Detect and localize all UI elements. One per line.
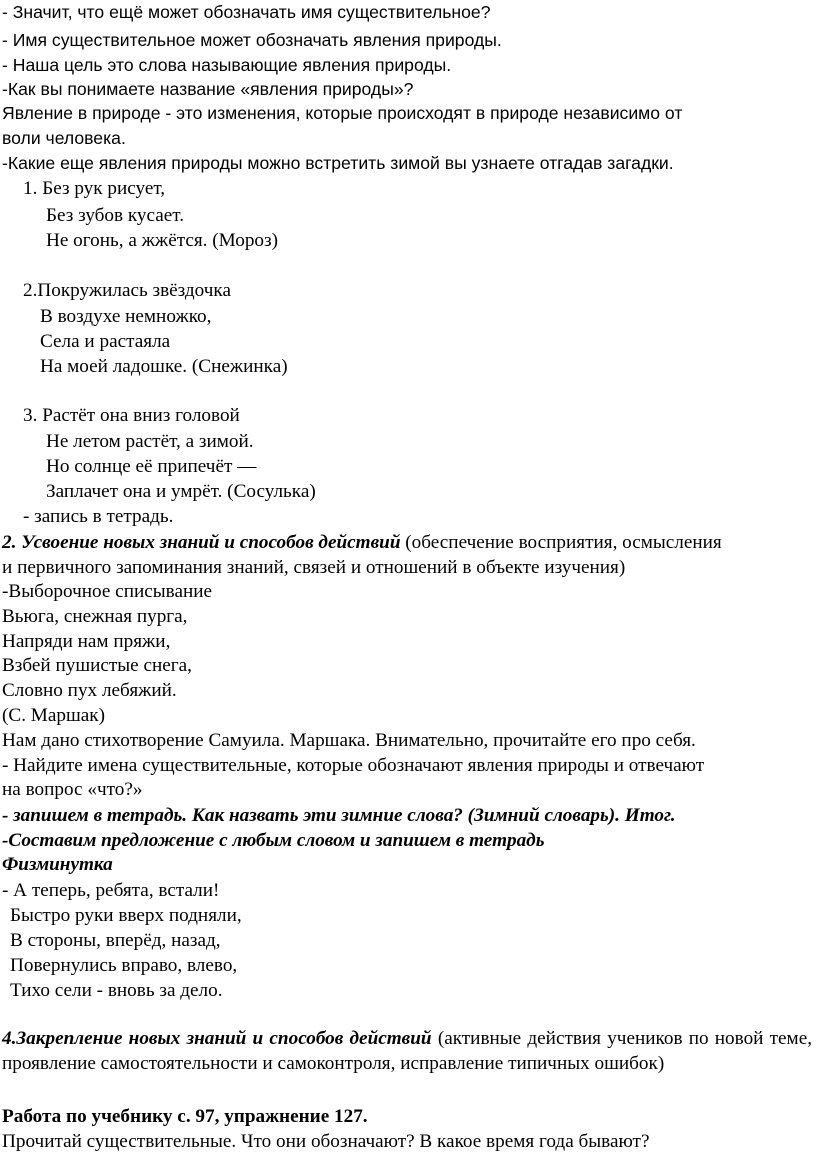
poem-line-3: Взбей пушистые снега,: [2, 655, 192, 676]
fiz-line-4: Повернулись вправо, влево,: [10, 955, 238, 976]
section-2-heading-line: [2, 531, 722, 555]
section-2-paragraph-2b: на вопрос «что?»: [2, 779, 143, 800]
riddle-1-line-1: 1. Без рук рисует,: [23, 178, 166, 199]
riddle-3-line-4: Заплачет она и умрёт. (Сосулька): [46, 481, 316, 502]
poem-line-1: Вьюга, снежная пурга,: [2, 606, 188, 627]
section-2-paragraph-1: Нам дано стихотворение Самуила. Маршака. Внимательно, прочитайте его про себя.: [2, 730, 696, 751]
fiz-line-5: Тихо сели - вновь за дело.: [10, 980, 223, 1001]
riddle-3-line-3: Но солнце её припечёт —: [46, 456, 257, 477]
riddle-1-line-2: Без зубов кусает.: [46, 205, 185, 226]
intro-line-5: Явление в природе - это изменения, которые происходят в природе независимо от: [2, 103, 683, 123]
fiz-line-1: - А теперь, ребята, встали!: [2, 880, 220, 901]
poem-line-4: Словно пух лебяжий.: [2, 680, 177, 701]
riddle-3-line-1: 3. Растёт она вниз головой: [23, 405, 240, 426]
fizminutka-heading: Физминутка: [2, 854, 113, 875]
section-2-bold-2: -Составим предложение с любым словом и запишем в тетрадь: [2, 830, 545, 851]
section-4-desc: (активные действия учеников по новой теме, проявление самостоятельности и самоконтроля, исправление типичных ошибок): [2, 1028, 813, 1074]
intro-line-2: - Имя существительное может обозначать явления природы.: [2, 30, 502, 50]
textbook-work: Работа по учебнику с. 97, упражнение 127.: [2, 1106, 368, 1127]
riddle-2-line-2: В воздухе немножко,: [40, 306, 212, 327]
section-2-desc-a: (обеспечение восприятия, осмысления: [400, 532, 722, 553]
section-4-heading: 4.Закрепление новых знаний и способов действий: [2, 1028, 432, 1049]
section-4-paragraph: [2, 1027, 812, 1076]
intro-line-3: - Наша цель это слова называющие явления природы.: [2, 55, 452, 75]
section-2-heading: 2. Усвоение новых знаний и способов действий: [2, 532, 401, 553]
section-4-task: Прочитай существительные. Что они обозначают? В какое время года бывают?: [2, 1131, 650, 1152]
intro-line-1: - Значит, что ещё может обозначать имя существительное?: [2, 2, 491, 22]
section-2-paragraph-2a: - Найдите имена существительные, которые обозначают явления природы и отвечают: [2, 755, 705, 776]
riddle-2-line-4: На моей ладошке. (Снежинка): [40, 356, 288, 377]
section-2-task: -Выборочное списывание: [2, 581, 213, 602]
section-2-bold-1: - запишем в тетрадь. Как назвать эти зимние слова? (Зимний словарь). Итог.: [2, 805, 676, 826]
riddle-2-line-3: Села и растаяла: [40, 331, 171, 352]
poem-line-2: Напряди нам пряжи,: [2, 631, 171, 652]
riddle-1-line-3: Не огонь, а жжётся. (Мороз): [46, 230, 278, 251]
intro-line-7: -Какие еще явления природы можно встретить зимой вы узнаете отгадав загадки.: [2, 153, 674, 173]
fiz-line-2: Быстро руки вверх подняли,: [10, 905, 242, 926]
riddle-3-line-2: Не летом растёт, а зимой.: [46, 431, 254, 452]
section-2-desc-b: и первичного запоминания знаний, связей и отношений в объекте изучения): [2, 557, 626, 578]
fiz-line-3: В стороны, вперёд, назад,: [10, 930, 221, 951]
intro-line-4: -Как вы понимаете название «явления природы»?: [2, 79, 414, 99]
intro-line-6: воли человека.: [2, 128, 126, 148]
poem-author: (С. Маршак): [2, 705, 105, 726]
riddle-2-line-1: 2.Покружилась звёздочка: [23, 280, 231, 301]
notebook-note: - запись в тетрадь.: [23, 506, 174, 527]
